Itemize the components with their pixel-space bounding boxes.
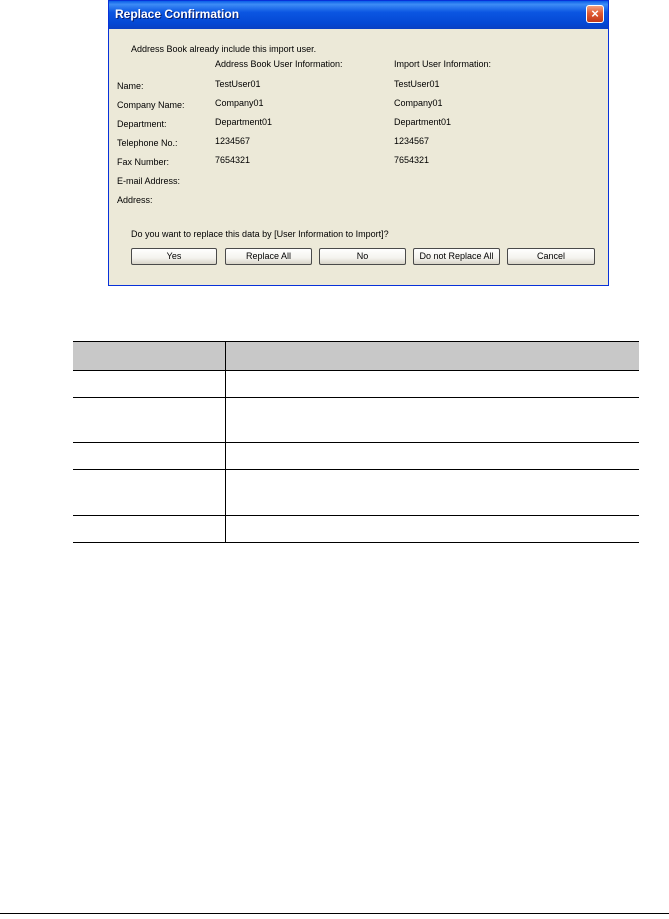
- table-cell: [226, 470, 640, 516]
- yes-button[interactable]: Yes: [131, 248, 217, 265]
- table-cell: [73, 371, 226, 398]
- table-header-cell: [226, 342, 640, 371]
- intro-text: Address Book already include this import user.: [131, 44, 317, 54]
- table-cell: [73, 443, 226, 470]
- name-address-book-value: TestUser01: [215, 79, 261, 89]
- fax-number-import-value: 7654321: [394, 155, 430, 165]
- company-name-label: Company Name:: [117, 100, 185, 110]
- table-row: [73, 398, 639, 443]
- fax-number-label: Fax Number:: [117, 157, 170, 167]
- table-cell: [226, 443, 640, 470]
- company-name-address-book-value: Company01: [215, 98, 264, 108]
- no-button[interactable]: No: [319, 248, 406, 265]
- title-bar[interactable]: [109, 1, 608, 29]
- import-column-header: Import User Information:: [394, 59, 492, 69]
- table-cell: [73, 398, 226, 443]
- address-book-column-header: Address Book User Information:: [215, 59, 343, 69]
- table-row: [73, 516, 639, 543]
- email-address-label: E-mail Address:: [117, 176, 181, 186]
- department-label: Department:: [117, 119, 167, 129]
- button-description-table: [73, 341, 639, 543]
- table-row: [73, 443, 639, 470]
- cancel-button[interactable]: Cancel: [507, 248, 595, 265]
- table-header-row: [73, 342, 639, 371]
- telephone-label: Telephone No.:: [117, 138, 178, 148]
- replace-question: Do you want to replace this data by [User Information to Import]?: [131, 229, 389, 239]
- department-address-book-value: Department01: [215, 117, 273, 127]
- replace-confirmation-dialog: [108, 0, 609, 286]
- table-cell: [73, 470, 226, 516]
- table-row: [73, 470, 639, 516]
- name-import-value: TestUser01: [394, 79, 440, 89]
- name-label: Name:: [117, 81, 144, 91]
- footer-divider: [0, 913, 669, 914]
- replace-all-button[interactable]: Replace All: [225, 248, 312, 265]
- department-import-value: Department01: [394, 117, 452, 127]
- telephone-address-book-value: 1234567: [215, 136, 251, 146]
- table-row: [73, 371, 639, 398]
- do-not-replace-all-button[interactable]: Do not Replace All: [413, 248, 500, 265]
- table-cell: [226, 398, 640, 443]
- table-cell: [226, 516, 640, 543]
- table-cell: [73, 516, 226, 543]
- company-name-import-value: Company01: [394, 98, 443, 108]
- table-cell: [226, 371, 640, 398]
- address-label: Address:: [117, 195, 153, 205]
- fax-number-address-book-value: 7654321: [215, 155, 251, 165]
- table-header-cell: [73, 342, 226, 371]
- close-icon[interactable]: ×: [586, 5, 604, 23]
- telephone-import-value: 1234567: [394, 136, 430, 146]
- dialog-title: Replace Confirmation: [115, 7, 240, 21]
